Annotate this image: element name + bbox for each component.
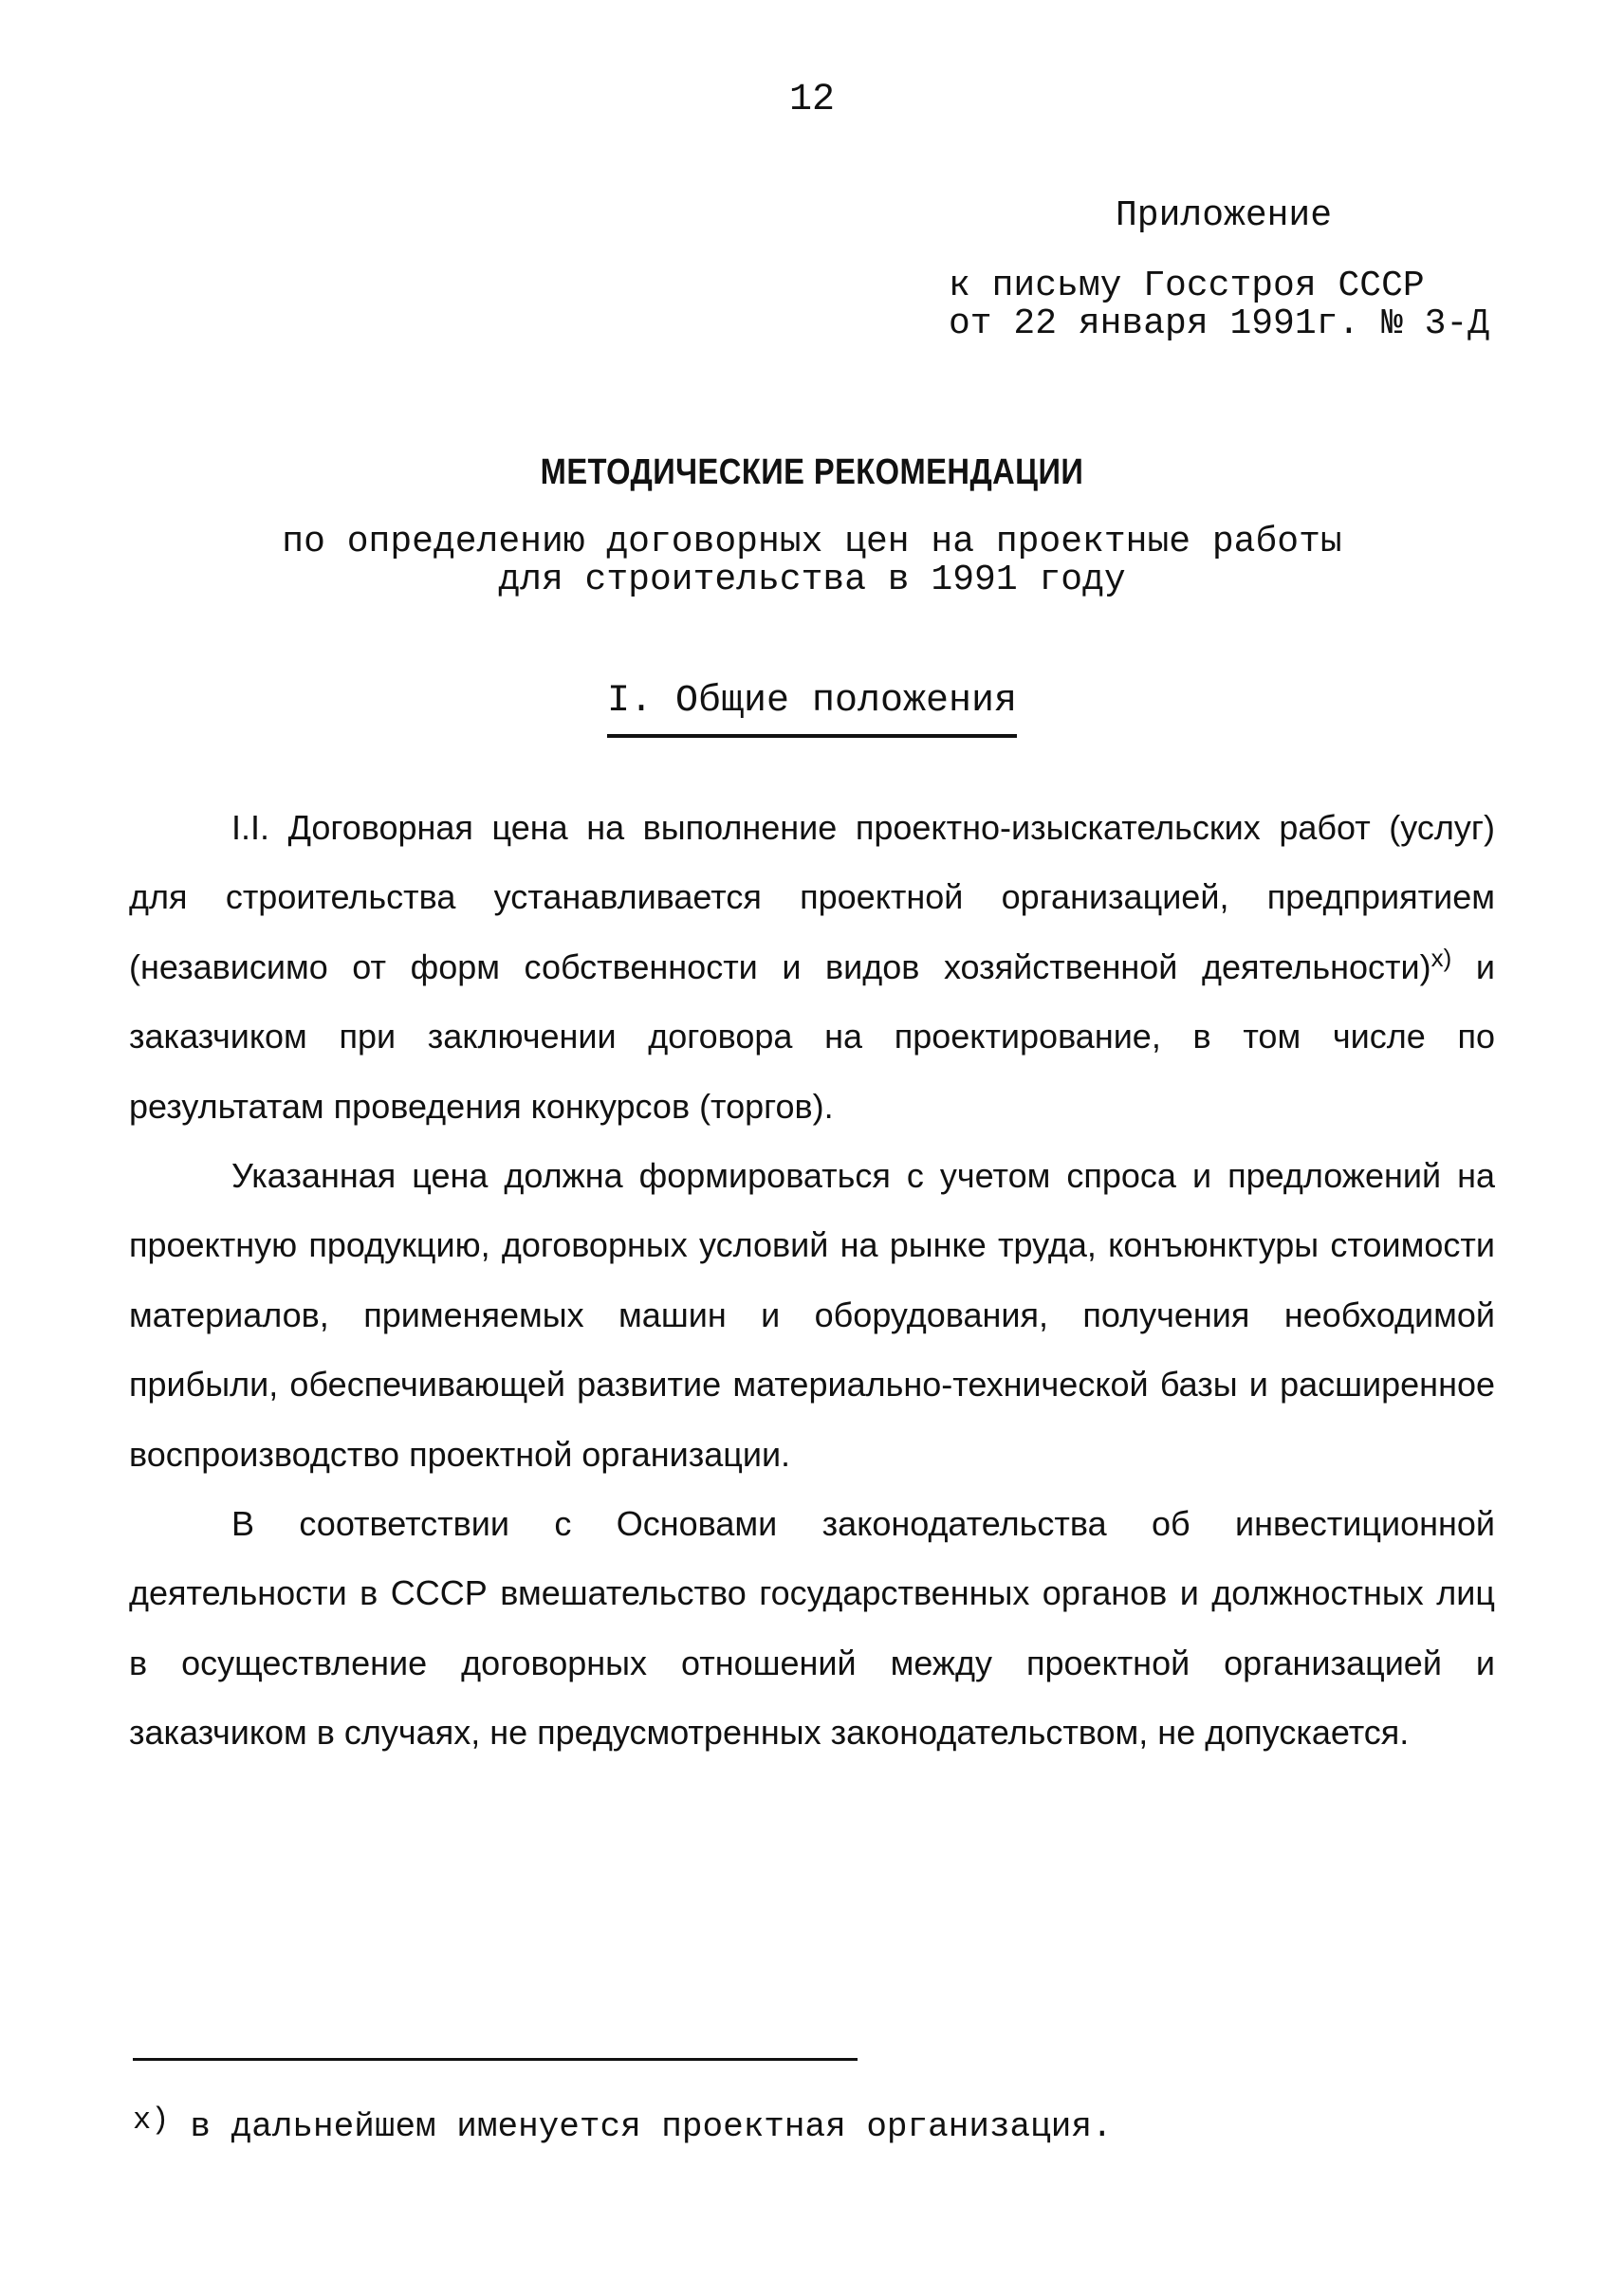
footnote-divider xyxy=(133,2058,858,2061)
subtitle-line-2: для строительства в 1991 году xyxy=(498,560,1126,600)
section-heading xyxy=(0,681,1624,738)
annex-title: Приложение xyxy=(1116,195,1333,236)
paragraph-1-1-end: и заказчиком при заключении договора на проектирование, в том числе по результатам проведения конкурсов (торгов). xyxy=(129,946,1495,1126)
footnote xyxy=(133,2100,1461,2148)
page-number: 12 xyxy=(788,79,835,121)
paragraph-price-formation: Указанная цена должна формироваться с учетом спроса и предложений на проектную продукцию, договорных условий на рынке труда, конъюнктуры стоимости материалов, применяемых машин и оборудования, получения необходимой прибыли, обеспечивающей развитие материально-технической базы и расширенное воспроизводство проектной организации. xyxy=(129,1156,1495,1474)
document-subtitle xyxy=(0,523,1624,599)
document-title: МЕТОДИЧЕСКИЕ РЕКОМЕНДАЦИИ xyxy=(540,452,1084,492)
footnote-reference: x) xyxy=(1430,943,1452,972)
subtitle-line-1: по определению договорных цен на проектные работы xyxy=(282,522,1342,562)
paragraph-1-1 xyxy=(129,793,1495,1141)
annex-date-line: от 22 января 1991г. № 3-Д xyxy=(949,303,1490,344)
paragraph-1-1-start: I.I. Договорная цена на выполнение проектно-изыскательских работ (услуг) для строительства устанавливается проектной организацией, предприятием (независимо от форм собственности и видов хозяйственной деятельности) xyxy=(129,808,1495,986)
annex-block xyxy=(949,197,1537,343)
section-heading-text: I. Общие положения xyxy=(607,681,1017,738)
paragraph-legislation: В соответствии с Основами законодательства об инвестиционной деятельности в СССР вмешательство государственных органов и должностных лиц в осуществление договорных отношений между проектной организацией и заказчиком в случаях, не предусмотренных законодательством, не допускается. xyxy=(129,1504,1495,1753)
footnote-mark: x) xyxy=(133,2103,170,2138)
annex-letter-line: к письму Госстроя СССР xyxy=(949,266,1425,306)
footnote-text: в дальнейшем именуется проектная организация. xyxy=(190,2107,1113,2146)
body-text xyxy=(129,793,1495,1768)
